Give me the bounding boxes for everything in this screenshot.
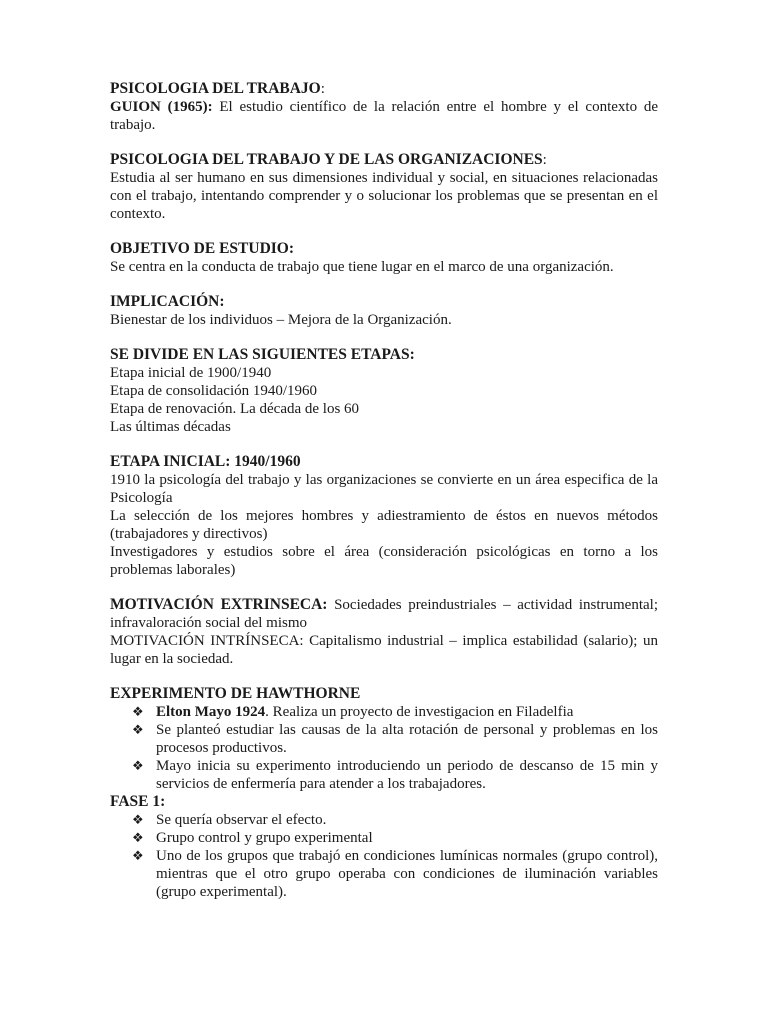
paragraph: Se centra en la conducta de trabajo que tiene lugar en el marco de una organización. [110, 259, 614, 275]
section-heading-4: IMPLICACIÓN: [110, 293, 225, 310]
text-line: Investigadores y estudios sobre el área (consideración psicológicas en torno a los problemas laborales) [110, 544, 658, 578]
list-item-text: Grupo control y grupo experimental [156, 830, 373, 846]
heading-colon: : [320, 81, 325, 97]
section-etapas [110, 346, 658, 436]
paragraph: Estudia al ser humano en sus dimensiones individual y social, en situaciones relacionadas con el trabajo, intentando comprender y o solucionar los problemas que se presentan en el contexto. [110, 170, 658, 222]
section-heading-5: SE DIVIDE EN LAS SIGUIENTES ETAPAS: [110, 346, 415, 363]
section-psicologia-del-trabajo [110, 80, 658, 134]
section-heading-2 [110, 151, 658, 169]
list-item-bold: Elton Mayo 1924 [156, 704, 266, 720]
section-heading-8: EXPERIMENTO DE HAWTHORNE [110, 685, 361, 702]
paragraph: MOTIVACIÓN INTRÍNSECA: Capitalismo industrial – implica estabilidad (salario); un lugar en la sociedad. [110, 633, 658, 667]
diamond-bullet-icon: ❖ [132, 704, 144, 719]
document-page [110, 80, 658, 918]
section-etapa-inicial [110, 453, 658, 579]
section-experimento-hawthorne [110, 685, 658, 793]
heading-text: PSICOLOGIA DEL TRABAJO Y DE LAS ORGANIZACIONES [110, 151, 543, 168]
list-item-text: . Realiza un proyecto de investigacion en Filadelfia [265, 704, 574, 720]
list-item-text: Se planteó estudiar las causas de la alta rotación de personal y problemas en los procesos productivos. [156, 722, 658, 756]
paragraph [110, 98, 658, 134]
list-item-text: Mayo inicia su experimento introduciendo un periodo de descanso de 15 min y servicios de enfermería para atender a los trabajadores. [156, 758, 658, 792]
list-item-text: Se quería observar el efecto. [156, 812, 327, 828]
section-motivacion [110, 596, 658, 668]
diamond-bullet-icon: ❖ [132, 758, 144, 773]
section-heading-6: ETAPA INICIAL: 1940/1960 [110, 453, 301, 470]
section-implicacion [110, 293, 658, 329]
paragraph-text: Sociedades preindustriales – actividad instrumental; infravaloración social del mismo [110, 597, 658, 631]
motivacion-extrinseca-lead: MOTIVACIÓN EXTRINSECA: [110, 596, 328, 613]
heading-text: PSICOLOGIA DEL TRABAJO [110, 80, 321, 97]
list-item [110, 847, 658, 901]
paragraph-lead: GUION (1965): [110, 99, 213, 115]
diamond-bullet-icon: ❖ [132, 848, 144, 863]
bullet-list [110, 703, 658, 793]
section-objetivo-de-estudio [110, 240, 658, 276]
paragraph [110, 596, 658, 632]
paragraph-text: El estudio científico de la relación entre el hombre y el contexto de trabajo. [110, 99, 659, 133]
bullet-list [110, 811, 658, 901]
section-heading-1 [110, 80, 658, 98]
list-item [110, 829, 658, 847]
text-line: Etapa inicial de 1900/1940 [110, 365, 272, 381]
diamond-bullet-icon: ❖ [132, 812, 144, 827]
section-psicologia-organizaciones [110, 151, 658, 223]
list-item [110, 757, 658, 793]
list-item-text: Uno de los grupos que trabajó en condiciones lumínicas normales (grupo control), mientras que el otro grupo operaba con condiciones de iluminación variables (grupo experimental). [156, 848, 658, 900]
diamond-bullet-icon: ❖ [132, 830, 144, 845]
text-line: Etapa de renovación. La década de los 60 [110, 401, 360, 417]
section-heading-3: OBJETIVO DE ESTUDIO: [110, 240, 295, 257]
paragraph: Bienestar de los individuos – Mejora de la Organización. [110, 312, 452, 328]
list-item [110, 703, 658, 721]
heading-colon: : [542, 152, 547, 168]
list-item [110, 811, 658, 829]
section-fase-1 [110, 793, 658, 901]
diamond-bullet-icon: ❖ [132, 722, 144, 737]
list-item [110, 721, 658, 757]
text-line: La selección de los mejores hombres y adiestramiento de éstos en nuevos métodos (trabajadores y directivos) [110, 508, 658, 542]
text-line: Etapa de consolidación 1940/1960 [110, 383, 318, 399]
section-heading-9: FASE 1: [110, 793, 166, 810]
text-line: 1910 la psicología del trabajo y las organizaciones se convierte en un área especifica de la Psicología [110, 472, 658, 506]
text-line: Las últimas décadas [110, 419, 231, 435]
